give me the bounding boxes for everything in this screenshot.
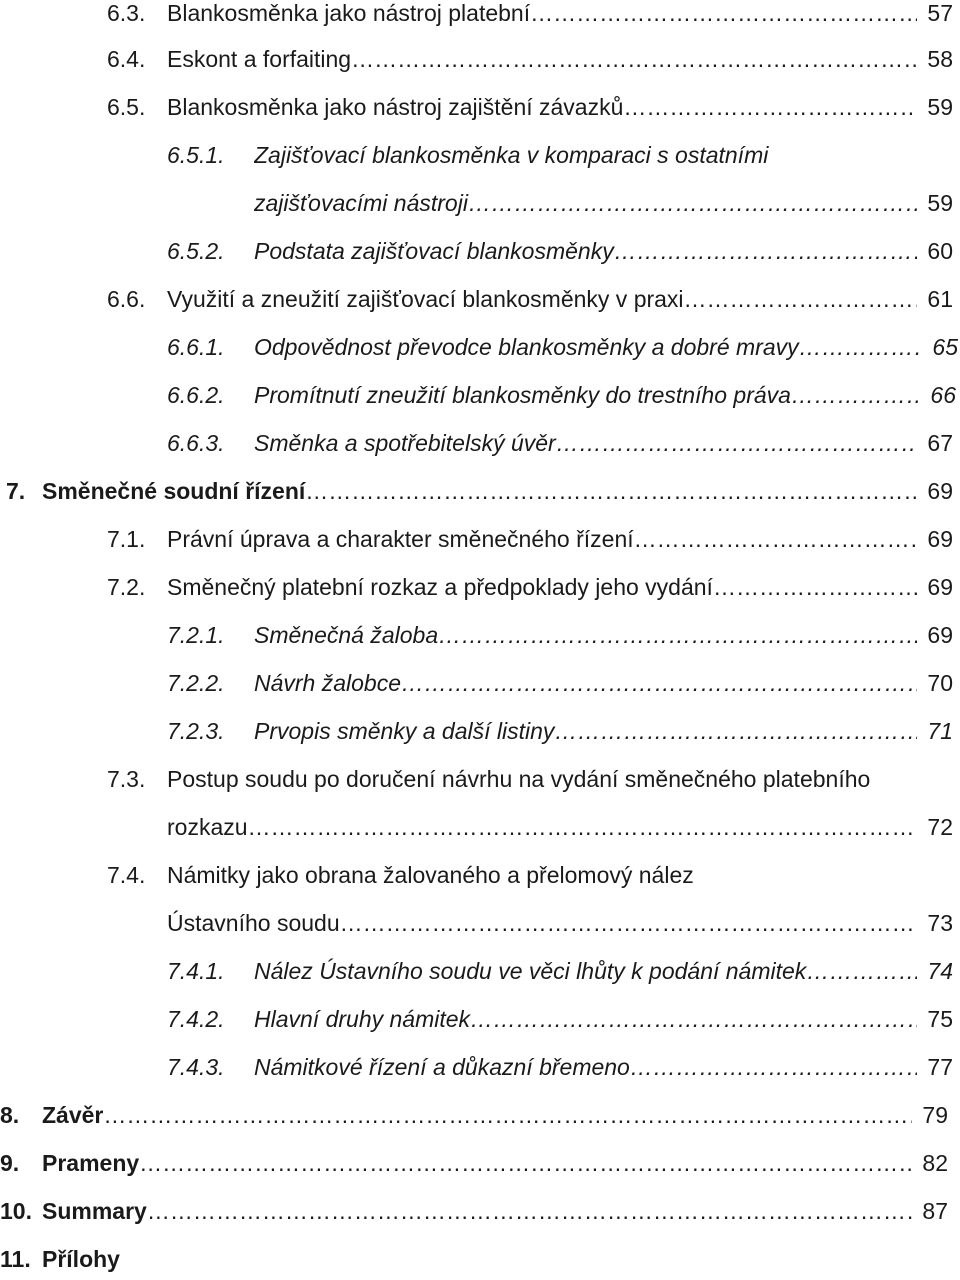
toc-entry[interactable] <box>167 426 953 460</box>
dot-leader <box>556 426 917 460</box>
toc-entry-title: zajišťovacími nástroji <box>254 190 468 216</box>
toc-entry-title: Eskont a forfaiting <box>167 46 352 72</box>
dot-leader <box>139 1146 912 1180</box>
toc-entry-page: 65 <box>932 334 958 360</box>
dot-leader <box>103 1098 912 1132</box>
toc-entry[interactable] <box>0 1194 948 1228</box>
toc-entry-page: 69 <box>927 478 953 504</box>
dot-leader <box>351 42 917 76</box>
toc-entry-number: 7.3. <box>107 766 146 792</box>
toc-entry-continuation[interactable] <box>167 810 953 844</box>
toc-entry-title: Směnečný platební rozkaz a předpoklady jeho vydání <box>167 574 713 600</box>
toc-entry-page: 73 <box>927 910 953 936</box>
toc-entry[interactable] <box>0 1242 948 1276</box>
toc-entry[interactable] <box>167 666 953 700</box>
dot-leader <box>684 282 917 316</box>
toc-entry-page: 71 <box>927 718 953 744</box>
toc-entry-number: 7.1. <box>107 526 146 552</box>
toc-entry[interactable] <box>107 90 953 124</box>
toc-entry-title: Směnečné soudní řízení <box>42 478 306 504</box>
toc-entry-title: Prameny <box>42 1150 140 1176</box>
dot-leader <box>713 570 917 604</box>
toc-entry-page: 66 <box>930 382 956 408</box>
toc-entry[interactable] <box>107 522 953 556</box>
dot-leader <box>147 1194 912 1228</box>
dot-leader <box>340 906 917 940</box>
toc-entry[interactable] <box>167 234 953 268</box>
toc-entry-continuation[interactable] <box>254 186 953 220</box>
dot-leader <box>799 330 922 364</box>
dot-leader <box>305 474 917 508</box>
toc-entry-title: Odpovědnost převodce blankosměnky a dobré mravy <box>254 334 799 360</box>
toc-entry-title: Postup soudu po doručení návrhu na vydání směnečného platebního <box>167 766 871 792</box>
toc-entry-title: Zajišťovací blankosměnka v komparaci s ostatními <box>254 142 769 168</box>
toc-entry-title: Využití a zneužití zajišťovací blankosměnky v praxi <box>167 286 684 312</box>
toc-entry-page: 70 <box>927 670 953 696</box>
toc-entry-page: 82 <box>922 1150 948 1176</box>
dot-leader <box>630 1050 917 1084</box>
toc-entry-number: 7.4.3. <box>167 1054 225 1080</box>
toc-entry-number: 7. <box>6 478 26 504</box>
toc-entry-continuation[interactable] <box>167 906 953 940</box>
toc-entry-number: 6.5.1. <box>167 142 225 168</box>
toc-entry[interactable] <box>107 858 953 892</box>
toc-entry-number: 8. <box>0 1102 20 1128</box>
toc-entry-number: 7.2.2. <box>167 670 225 696</box>
toc-entry-number: 7.2. <box>107 574 146 600</box>
toc-entry-number: 6.3. <box>107 0 146 26</box>
toc-entry-page: 57 <box>927 0 953 26</box>
toc-entry-page: 77 <box>927 1054 953 1080</box>
toc-entry-number: 7.4.1. <box>167 958 225 984</box>
toc-entry[interactable] <box>107 282 953 316</box>
dot-leader <box>554 714 917 748</box>
toc-entry-title: Návrh žalobce <box>254 670 402 696</box>
toc-entry-number: 6.6.3. <box>167 430 225 456</box>
dot-leader <box>470 1002 917 1036</box>
toc-entry[interactable] <box>167 618 953 652</box>
toc-entry-number: 6.6.2. <box>167 382 225 408</box>
toc-entry[interactable] <box>167 954 953 988</box>
toc-entry-page: 69 <box>927 526 953 552</box>
dot-leader <box>530 0 917 30</box>
toc-entry-title: rozkazu <box>167 814 248 840</box>
toc-entry-page: 61 <box>927 286 953 312</box>
toc-entry[interactable] <box>167 138 953 172</box>
toc-entry-title: Promítnutí zneužití blankosměnky do trestního práva <box>254 382 791 408</box>
toc-entry[interactable] <box>0 1098 948 1132</box>
toc-entry[interactable] <box>0 1146 948 1180</box>
dot-leader <box>438 618 917 652</box>
dot-leader <box>623 90 917 124</box>
toc-entry[interactable] <box>107 42 953 76</box>
toc-entry-title: Směnečná žaloba <box>254 622 439 648</box>
toc-entry-title: Směnka a spotřebitelský úvěr <box>254 430 556 456</box>
toc-entry-number: 11. <box>0 1246 31 1272</box>
toc-entry[interactable] <box>167 1002 953 1036</box>
toc-entry-title: Podstata zajišťovací blankosměnky <box>254 238 614 264</box>
toc-entry-number: 9. <box>0 1150 20 1176</box>
toc-entry[interactable] <box>167 1050 953 1084</box>
toc-entry-page: 69 <box>927 622 953 648</box>
toc-entry-page: 72 <box>927 814 953 840</box>
toc-entry-number: 10. <box>0 1198 32 1224</box>
toc-entry[interactable] <box>107 762 953 796</box>
toc-entry-page: 60 <box>927 238 953 264</box>
toc-entry-title: Nález Ústavního soudu ve věci lhůty k podání námitek <box>254 958 807 984</box>
toc-entry-page: 59 <box>927 94 953 120</box>
toc-entry-page: 87 <box>922 1198 948 1224</box>
toc-entry-number: 7.4.2. <box>167 1006 225 1032</box>
toc-entry-number: 7.2.3. <box>167 718 225 744</box>
toc-entry-number: 6.4. <box>107 46 146 72</box>
toc-entry[interactable] <box>167 714 953 748</box>
toc-entry-title: Závěr <box>42 1102 104 1128</box>
toc-entry-number: 7.4. <box>107 862 146 888</box>
dot-leader <box>806 954 917 988</box>
toc-entry-title: Přílohy <box>42 1246 120 1272</box>
toc-entry-number: 6.5. <box>107 94 146 120</box>
toc-entry-title: Hlavní druhy námitek <box>254 1006 471 1032</box>
toc-entry-page: 59 <box>927 190 953 216</box>
toc-entry-title: Prvopis směnky a další listiny <box>254 718 555 744</box>
toc-entry-title: Summary <box>42 1198 147 1224</box>
toc-entry[interactable] <box>167 378 956 412</box>
toc-entry-page: 67 <box>927 430 953 456</box>
dot-leader <box>634 522 917 556</box>
dot-leader <box>614 234 917 268</box>
toc-entry-page: 69 <box>927 574 953 600</box>
toc-entry[interactable] <box>107 0 953 30</box>
toc-entry-title: Námitky jako obrana žalovaného a přelomový nález <box>167 862 694 888</box>
toc-entry-title: Námitkové řízení a důkazní břemeno <box>254 1054 630 1080</box>
toc-entry-page: 79 <box>922 1102 948 1128</box>
dot-leader <box>791 378 920 412</box>
toc-entry-number: 6.6. <box>107 286 146 312</box>
toc-entry-title: Blankosměnka jako nástroj zajištění závazků <box>167 94 624 120</box>
toc-entry-title: Ústavního soudu <box>167 910 340 936</box>
toc-entry-page: 75 <box>927 1006 953 1032</box>
toc-entry-page: 58 <box>927 46 953 72</box>
toc-entry[interactable] <box>167 330 958 364</box>
dot-leader <box>468 186 917 220</box>
toc-entry-number: 6.5.2. <box>167 238 225 264</box>
toc-entry-title: Blankosměnka jako nástroj platební <box>167 0 531 26</box>
dot-leader <box>248 810 917 844</box>
toc-entry[interactable] <box>107 570 953 604</box>
toc-entry-number: 7.2.1. <box>167 622 225 648</box>
toc-entry[interactable] <box>0 474 953 508</box>
toc-entry-title: Právní úprava a charakter směnečného řízení <box>167 526 634 552</box>
toc-entry-page: 74 <box>927 958 953 984</box>
toc-entry-number: 6.6.1. <box>167 334 225 360</box>
dot-leader <box>401 666 917 700</box>
